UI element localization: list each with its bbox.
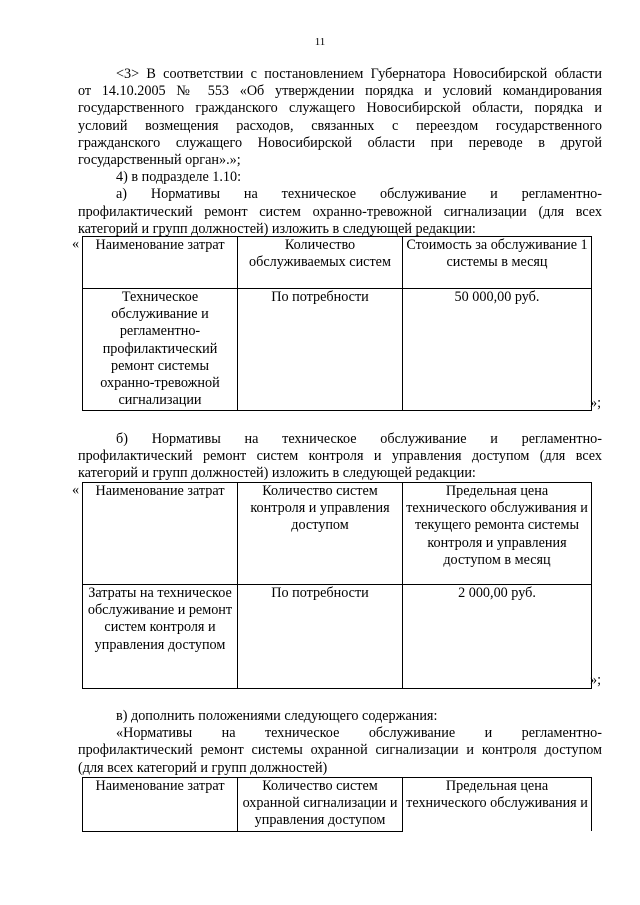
table-a [82, 236, 592, 411]
closing-mark: »; [590, 395, 602, 411]
item-a-line: а) Нормативы на техническое обслуживание и регламентно- [116, 186, 602, 203]
item-c-line: (для всех категорий и групп должностей) [78, 759, 328, 776]
table-header-row [83, 237, 592, 289]
header-cell: Предельная цена технического обслуживания и текущего ремонта системы контроля и управления доступом в месяц [403, 483, 592, 585]
item-c-line: «Нормативы на техническое обслуживание и регламентно- [116, 725, 602, 742]
page-number: 11 [314, 36, 326, 48]
header-cell: Наименование затрат [83, 483, 238, 585]
header-cell: Количество систем контроля и управления доступом [238, 483, 403, 585]
item-c-paragraph [78, 708, 602, 777]
table-c [82, 777, 592, 832]
header-cell: Предельная цена технического обслуживания и [403, 778, 592, 832]
table-cell: Техническое обслуживание и регламентно-профилактический ремонт системы охранно-тревожной сигнализации [83, 289, 238, 411]
closing-mark: »; [590, 672, 602, 688]
table-header-row [83, 778, 592, 832]
table-header-row [83, 483, 592, 585]
item-b-paragraph [78, 431, 602, 483]
table-cell: 50 000,00 руб. [403, 289, 592, 411]
item-b-line: профилактический ремонт систем контроля и управления доступом (для всех [78, 448, 602, 465]
footnote-line: государственного гражданского служащего Новосибирской области, порядка и [78, 100, 602, 117]
subsection-line: 4) в подразделе 1.10: [116, 169, 242, 186]
table-row [83, 585, 592, 689]
header-cell: Количество обслуживаемых систем [238, 237, 403, 289]
footnote-line: от 14.10.2005 № 553 «Об утверждении порядка и условий командирования [78, 83, 602, 100]
header-cell: Наименование затрат [83, 778, 238, 832]
footnote-line: государственный орган».»; [78, 152, 241, 169]
quote-open-mark: « [72, 236, 80, 252]
header-cell: Стоимость за обслуживание 1 системы в месяц [403, 237, 592, 289]
header-cell: Количество систем охранной сигнализации и управления доступом [238, 778, 403, 832]
item-a-line: профилактический ремонт систем охранно-тревожной сигнализации (для всех [78, 203, 602, 220]
item-b-line: категорий и групп должностей) изложить в следующей редакции: [78, 465, 476, 482]
table-row [83, 289, 592, 411]
table-cell: 2 000,00 руб. [403, 585, 592, 689]
table-cell: По потребности [238, 585, 403, 689]
item-b-line: б) Нормативы на техническое обслуживание и регламентно- [116, 431, 602, 447]
item-a-line: категорий и групп должностей) изложить в следующей редакции: [78, 220, 476, 237]
table-cell: По потребности [238, 289, 403, 411]
quote-open-mark: « [72, 482, 80, 498]
item-c-intro: в) дополнить положениями следующего содержания: [116, 708, 438, 724]
header-cell: Наименование затрат [83, 237, 238, 289]
table-b [82, 482, 592, 689]
footnote-line: <3> В соответствии с постановлением Губернатора Новосибирской области [116, 66, 602, 82]
footnote-paragraph [78, 66, 602, 238]
footnote-line: условий возмещения расходов, связанных с переездом государственного [78, 117, 602, 134]
footnote-line: гражданского служащего Новосибирской области при переводе в другой [78, 134, 602, 151]
table-cell: Затраты на техническое обслуживание и ремонт систем контроля и управления доступом [83, 585, 238, 689]
item-c-line: профилактический ремонт системы охранной сигнализации и контроля доступом [78, 742, 602, 759]
